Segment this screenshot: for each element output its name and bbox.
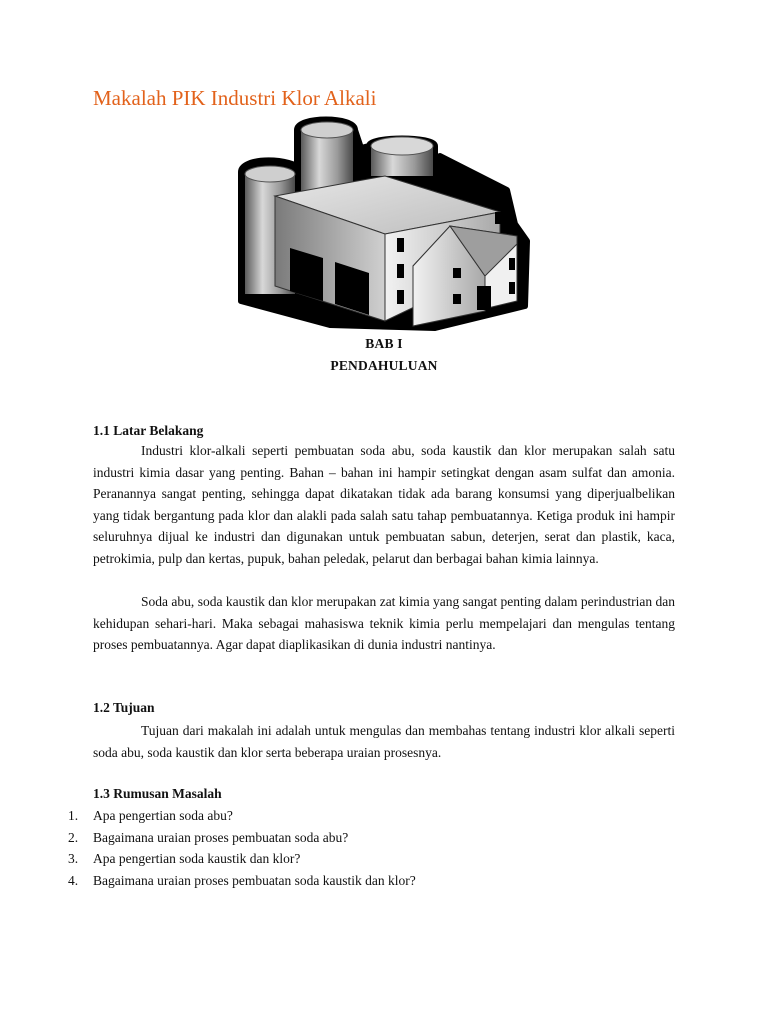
list-text: Bagaimana uraian proses pembuatan soda abu? — [93, 829, 349, 845]
paragraph: Soda abu, soda kaustik dan klor merupakan zat kimia yang sangat penting dalam perindustrian dan kehidupan sehari-hari. Maka sebagai mahasiswa teknik kimia perlu mempelajari dan mengulas tentang proses pembuatannya. Agar dapat diaplikasikan di dunia industri nantinya. — [93, 594, 675, 653]
section-heading-rumusan-masalah: 1.3 Rumusan Masalah — [93, 786, 222, 801]
paragraph: Tujuan dari makalah ini adalah untuk mengulas dan membahas tentang industri klor alkali seperti soda abu, soda kaustik dan klor serta beberapa uraian prosesnya. — [93, 723, 675, 760]
section-heading-latar-belakang: 1.1 Latar Belakang — [93, 423, 204, 438]
list-text: Apa pengertian soda abu? — [93, 808, 233, 823]
list-number: 4. — [68, 872, 79, 888]
section-heading-tujuan: 1.2 Tujuan — [93, 700, 155, 715]
document-title: Makalah PIK Industri Klor Alkali — [93, 86, 377, 110]
list-number: 2. — [68, 829, 79, 845]
chapter-name: PENDAHULUAN — [330, 358, 438, 373]
list-text: Apa pengertian soda kaustik dan klor? — [93, 851, 301, 867]
list-number: 3. — [68, 851, 79, 867]
list-text: Bagaimana uraian proses pembuatan soda kaustik dan klor? — [93, 872, 416, 888]
list-number: 1. — [68, 808, 79, 823]
paragraph: Industri klor-alkali seperti pembuatan soda abu, soda kaustik dan klor merupakan salah satu industri kimia dasar yang penting. Bahan – bahan ini hampir setingkat dengan asam sulfat dan amonia. Peranannya sangat penting, sehingga dapat dikatakan tidak ada barang konsumsi yang diperjualbelikan yang tidak bergantung pada klor dan alakli pada salah satu tahap pembuatannya. Ketiga produk ini hampir seluruhnya dijual ke industri dan digunakan untuk pembuatan sabun, deterjen, serat dan plastik, kaca, petrokimia, pulp dan kertas, pupuk, bahan peledak, pelarut dan berbagai bahan kimia lainnya. — [93, 443, 675, 566]
factory-icon — [235, 116, 535, 336]
chapter-number: BAB I — [365, 336, 403, 351]
